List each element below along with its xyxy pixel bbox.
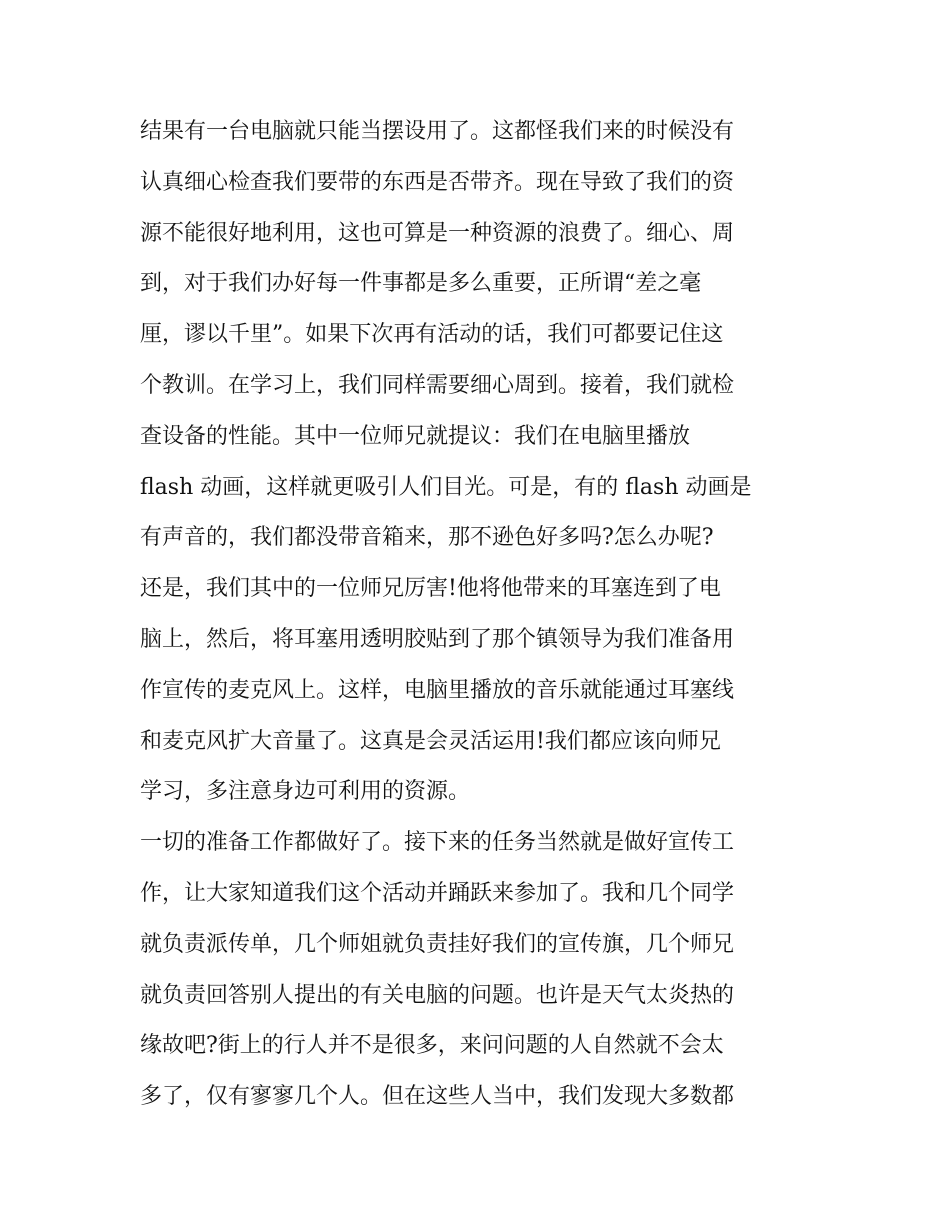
text-line: 厘，谬以千里”。如果下次再有活动的话，我们可都要记住这	[140, 322, 724, 348]
text-line: 学习，多注意身边可利用的资源。	[140, 779, 471, 805]
text-line: 和麦克风扩大音量了。这真是会灵活运用!我们都应该向师兄	[140, 728, 721, 754]
text-line: 一切的准备工作都做好了。接下来的任务当然就是做好宣传工	[140, 830, 735, 856]
text-line: 结果有一台电脑就只能当摆设用了。这都怪我们来的时候没有	[140, 119, 735, 144]
body-text	[140, 107, 820, 1123]
text-line: 查设备的性能。其中一位师兄就提议：我们在电脑里播放	[140, 423, 691, 449]
text-line: 缘故吧?街上的行人并不是很多，来问问题的人自然就不会太	[140, 1033, 724, 1059]
text-line: 还是，我们其中的一位师兄厉害!他将他带来的耳塞连到了电	[140, 576, 721, 602]
text-line: flash 动画，这样就更吸引人们目光。可是，有的 flash 动画是	[140, 474, 752, 500]
text-line: 脑上，然后，将耳塞用透明胶贴到了那个镇领导为我们准备用	[140, 626, 735, 652]
text-line: 多了，仅有寥寥几个人。但在这些人当中，我们发现大多数都	[140, 1084, 735, 1110]
text-line: 作宣传的麦克风上。这样，电脑里播放的音乐就能通过耳塞线	[140, 677, 735, 703]
text-line: 作，让大家知道我们这个活动并踊跃来参加了。我和几个同学	[140, 880, 735, 906]
text-line: 就负责派传单，几个师姐就负责挂好我们的宣传旗，几个师兄	[140, 931, 735, 957]
text-line: 源不能很好地利用，这也可算是一种资源的浪费了。细心、周	[140, 220, 735, 246]
text-line: 有声音的，我们都没带音箱来，那不逊色好多吗?怎么办呢?	[140, 525, 714, 551]
text-line: 就负责回答别人提出的有关电脑的问题。也许是天气太炎热的	[140, 982, 735, 1008]
text-line: 认真细心检查我们要带的东西是否带齐。现在导致了我们的资	[140, 169, 735, 195]
text-line: 到，对于我们办好每一件事都是多么重要，正所谓“差之毫	[140, 271, 702, 297]
text-line: 个教训。在学习上，我们同样需要细心周到。接着，我们就检	[140, 372, 735, 398]
